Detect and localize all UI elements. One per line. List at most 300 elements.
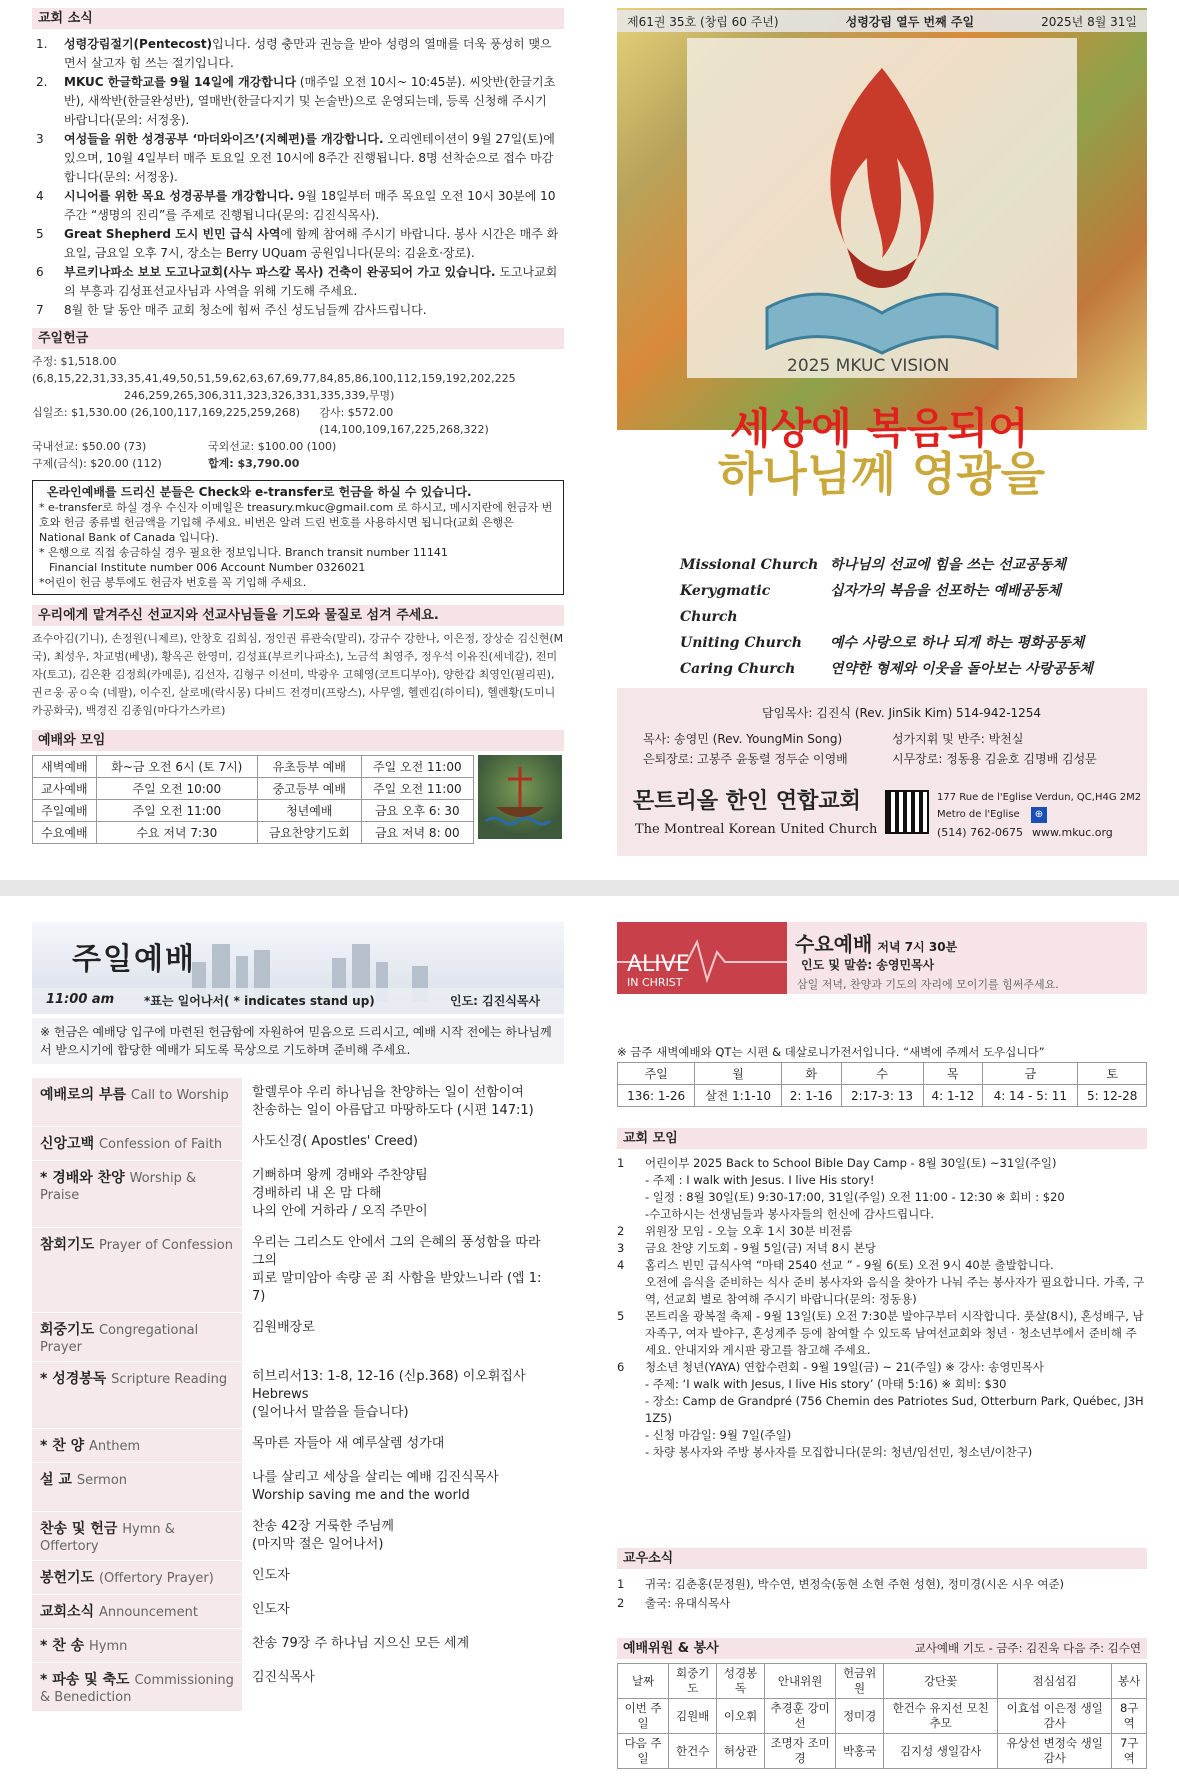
serve-head-cell: 성경봉독 — [717, 1664, 765, 1699]
qt-note: ※ 금주 새벽예배와 QT는 시편 & 데살로니가전서입니다. “새벽에 주께서 도우십니다” — [617, 1045, 1045, 1059]
news-text — [64, 225, 560, 263]
offering-total: 합계: $3,790.00 — [208, 457, 300, 470]
meeting-item — [617, 1155, 1147, 1172]
schedule-cell: 교사예배 — [33, 778, 97, 800]
meeting-text: - 일정 : 8월 30일(토) 9:30-17:00, 31일(주일) 오전 11:00 - 12:30 ※ 회비 : $20 — [645, 1190, 1065, 1204]
order-label-en: Prayer of Confession — [98, 1238, 233, 1253]
worship-title: 주일예배 — [72, 942, 196, 977]
member-item — [617, 1594, 1147, 1613]
news-bold: 여성들을 위한 성경공부 ‘마더와이즈’(지혜편)를 개강합니다. — [64, 132, 384, 146]
order-value — [242, 1127, 564, 1160]
serve-cell: 한건수 — [669, 1734, 717, 1769]
serve-cell: 김원배 — [669, 1699, 717, 1734]
church-name-ko: 몬트리올 한인 연합교회 — [633, 789, 861, 814]
qt-day: 목 — [923, 1063, 983, 1085]
news-item — [36, 225, 560, 263]
order-value-line: 찬송하는 일이 아름답고 마땅하도다 (시편 147:1) — [252, 1103, 534, 1118]
serve-note: 교사예배 기도 - 금주: 김진욱 다음 주: 김수연 — [914, 1641, 1141, 1655]
mission-ko: 예수 사랑으로 하나 되게 하는 평화공동체 — [830, 635, 1085, 651]
order-label-ko: 신앙고백 — [40, 1136, 95, 1152]
order-label — [32, 1512, 242, 1560]
qt-ref: 2:17-3: 13 — [841, 1085, 923, 1107]
news-bold: 부르키나파소 보보 도고나교회(사누 파스칼 목사) 건축이 완공되어 가고 있습니다. — [64, 265, 496, 279]
order-label — [32, 1595, 242, 1628]
order-value-line: 찬송 42장 거룩한 주님께 — [252, 1519, 394, 1534]
worship-order-item — [32, 1161, 564, 1228]
alive-sub: IN CHRIST — [627, 976, 683, 989]
qt-ref: 4: 14 - 5: 11 — [983, 1085, 1078, 1107]
meeting-item — [617, 1393, 1147, 1427]
qt-refs-row — [618, 1085, 1147, 1107]
order-value-line: 경배하리 내 온 맘 다해 — [252, 1186, 382, 1201]
qt-day: 주일 — [618, 1063, 695, 1085]
worship-order — [32, 1078, 564, 1712]
meeting-number — [617, 1444, 645, 1461]
order-label-ko: 예배로의 부름 — [40, 1087, 127, 1103]
order-label-ko: 교회소식 — [40, 1604, 95, 1620]
issue-date: 2025년 8월 31일 — [1041, 14, 1137, 29]
news-number: 1. — [36, 37, 48, 51]
meeting-number — [617, 1427, 645, 1444]
order-label-en: Anthem — [89, 1439, 141, 1454]
staff-pastor: 목사: 송영민 (Rev. YoungMin Song) — [643, 732, 843, 746]
qt-ref: 살전 1:1-10 — [695, 1085, 781, 1107]
qt-ref: 5: 12-28 — [1078, 1085, 1147, 1107]
order-value — [242, 1512, 564, 1560]
offering-line: 246,259,265,306,311,323,326,331,335,339,무명) — [124, 389, 395, 402]
schedule-cell: 새벽예배 — [33, 756, 97, 778]
worship-order-item — [32, 1429, 564, 1463]
meeting-number: 1 — [617, 1156, 625, 1170]
order-label-ko: * 찬 송 — [40, 1638, 85, 1654]
order-value-line: (일어나서 말씀을 들습니다) — [252, 1405, 409, 1420]
news-list — [36, 35, 560, 320]
order-value-line: 나의 안에 거하라 / 오직 주만이 — [252, 1204, 428, 1219]
serve-cell: 추경훈 강미선 — [765, 1699, 836, 1734]
member-number: 2 — [617, 1596, 625, 1610]
offering-block — [32, 353, 564, 472]
worship-order-item — [32, 1512, 564, 1561]
serve-cell: 다음 주일 — [618, 1734, 669, 1769]
serve-title: 예배위원 & 봉사 — [623, 1641, 719, 1656]
news-number: 6 — [36, 265, 44, 279]
news-item — [36, 301, 560, 320]
schedule-cell: 주일 오전 11:00 — [96, 800, 257, 822]
news-text — [64, 301, 560, 320]
serve-head-cell: 봉사 — [1112, 1664, 1147, 1699]
worship-order-item — [32, 1629, 564, 1663]
serve-cell: 허상관 — [717, 1734, 765, 1769]
schedule-cell: 유초등부 예배 — [257, 756, 361, 778]
order-label-en: Hymn & Offertory — [40, 1522, 175, 1554]
order-value — [242, 1362, 564, 1428]
order-label-ko: 설 교 — [40, 1472, 72, 1488]
news-bold: 성령강림절기(Pentecost) — [64, 37, 213, 51]
worship-order-item — [32, 1228, 564, 1313]
order-label — [32, 1228, 242, 1312]
issue-header — [617, 10, 1147, 32]
meeting-number — [617, 1189, 645, 1206]
order-label-en: Confession of Faith — [98, 1137, 223, 1152]
news-body: 9월 18일부터 매주 목요일 오전 10시 30분에 10주간 “생명의 진리”를 주제로 진행됩니다(문의: 김진식목사). — [64, 189, 556, 222]
order-value — [242, 1078, 564, 1126]
member-text: 귀국: 김춘홍(문정원), 박수연, 변정숙(동현 소현 주현 성현), 정미경(시온 시우 여준) — [645, 1577, 1065, 1591]
order-value-line: 나를 살리고 세상을 살리는 예배 김진식목사 — [252, 1470, 499, 1485]
wed-leader: 인도 및 말씀: 송영민목사 — [801, 958, 935, 972]
order-label-en: Congregational Prayer — [40, 1323, 199, 1355]
mission-row — [680, 630, 1093, 656]
bulletin-page-2 — [0, 896, 1179, 1786]
wed-sub: 삼일 저녁, 찬양과 기도의 자리에 모이기를 힘써주세요. — [797, 978, 1059, 991]
meeting-text: 어린이부 2025 Back to School Bible Day Camp - 8월 30일(토) ~31일(주일) — [645, 1156, 1057, 1170]
stand-note: *표는 일어나서( * indicates stand up) — [144, 994, 375, 1008]
meeting-number — [617, 1274, 645, 1308]
member-text: 출국: 유대식목사 — [645, 1596, 731, 1610]
mission-en: Kerygmatic Church — [680, 583, 771, 625]
mission-list: 죠수아김(기니), 손정원(니제르), 안창호 김희심, 정인권 류관숙(말리), 강규수 강한나, 이은정, 장상순 김신현(M국), 최성우, 차교범(베냉), 황옥곤 한영미, 김성표(부르키나파소), 노금석 최영주, 정우석 이유진(세네갈), 전미자(토고), 김은환 김정희(카메룬), 김선자, 김형구 이선미, 박광우 고혜영(코트디부아), 양한갑 최영인(필리핀), 권ㄹ웅 공ㅇ숙 (네팔), 이수진, 살로메(락시몽) 다비드 전경미(프랑스), 사무엘, 헬렌김(하이티), 헬렌황(도미니카공화국), 백경진 김종임(마다가스카르) — [32, 632, 564, 717]
worship-order-item — [32, 1595, 564, 1629]
slogan-line-2: 하나님께 영광을 — [718, 447, 1046, 501]
offering-line: 주정: $1,518.00 (6,8,15,22,31,33,35,41,49,50,51,59,62,63,67,69,77,84,85,86,100,112,159,192,202,225 — [32, 355, 516, 385]
serve-header — [617, 1638, 1147, 1659]
order-value-line: 피로 말미암아 속량 곧 죄 사함을 받았느니라 (엡 1: 7) — [252, 1271, 542, 1304]
order-value-line: 김원배장로 — [252, 1320, 315, 1335]
serve-head-row — [618, 1664, 1147, 1699]
order-value-line: Worship saving me and the world — [252, 1488, 470, 1503]
order-label — [32, 1629, 242, 1662]
qt-day: 금 — [983, 1063, 1078, 1085]
meeting-number — [617, 1393, 645, 1427]
meeting-text: 청소년 청년(YAYA) 연합수련회 - 9월 19일(금) ~ 21(주일) ※ 강사: 송영민목사 — [645, 1360, 1044, 1374]
order-label — [32, 1463, 242, 1511]
mission-row — [680, 578, 1093, 630]
news-text — [64, 130, 560, 187]
news-item — [36, 187, 560, 225]
worship-order-item — [32, 1561, 564, 1595]
news-body: 입니다. 성령 충만과 권능을 받아 성령의 열매를 더욱 풍성히 맺으면서 살고자 힘 쓰는 절기입니다. — [64, 37, 552, 70]
serve-row — [618, 1734, 1147, 1769]
order-label — [32, 1127, 242, 1160]
meeting-item — [617, 1427, 1147, 1444]
serve-cell: 한건수 유지선 모친추모 — [884, 1699, 998, 1734]
meeting-number — [617, 1206, 645, 1223]
mission-row — [680, 552, 1093, 578]
order-value-line: 인도자 — [252, 1568, 290, 1583]
serve-cell: 유상선 변정숙 생일감사 — [998, 1734, 1112, 1769]
left-column — [32, 8, 564, 844]
order-value — [242, 1161, 564, 1227]
order-label-en: Call to Worship — [130, 1088, 229, 1103]
news-text — [64, 263, 560, 301]
schedule-row — [33, 822, 474, 844]
order-label — [32, 1561, 242, 1594]
meeting-number: 5 — [617, 1309, 625, 1323]
church-name-en: The Montreal Korean United Church — [635, 822, 878, 837]
meeting-item — [617, 1376, 1147, 1393]
member-number: 1 — [617, 1577, 625, 1591]
order-value-line: 인도자 — [252, 1602, 290, 1617]
vision-label: 2025 MKUC VISION — [787, 356, 950, 376]
order-label-ko: 봉헌기도 — [40, 1570, 95, 1586]
order-label-en: Sermon — [76, 1473, 128, 1488]
meeting-item — [617, 1444, 1147, 1461]
metro: Metro de l'Eglise — [937, 809, 1020, 820]
worship-banner — [32, 922, 564, 1014]
wed-time: 저녁 7시 30분 — [877, 940, 958, 954]
order-label-en: Commissioning & Benediction — [40, 1673, 234, 1705]
church-website[interactable]: www.mkuc.org — [1032, 826, 1113, 839]
meeting-text: 홈리스 빈민 급식사역 “마태 2540 선교 ” - 9월 6(토) 오전 9시 40분 출발합니다. — [645, 1258, 1054, 1272]
meeting-number: 4 — [617, 1258, 625, 1272]
meeting-number — [617, 1376, 645, 1393]
news-bold: MKUC 한글학교를 9월 14일에 개강합니다 — [64, 75, 297, 89]
order-value-line: 할렐루야 우리 하나님을 찬양하는 일이 선함이여 — [252, 1085, 524, 1100]
meeting-text: - 차량 봉사자와 주방 봉사자를 모집합니다(문의: 청년/임선민, 청소년/이찬구) — [645, 1445, 1033, 1459]
serve-cell: 정미경 — [836, 1699, 884, 1734]
offering-notice: ※ 헌금은 예배당 입구에 마련된 헌금함에 자원하여 믿음으로 드리시고, 예배 시작 전에는 하나님께서 받으시기에 합당한 예배가 되도록 묵상으로 기도하며 준비해 주세요. — [32, 1018, 564, 1064]
order-value — [242, 1629, 564, 1662]
order-value-line: Hebrews — [252, 1387, 309, 1402]
meeting-number: 3 — [617, 1241, 625, 1255]
order-value-line: 히브리서13: 1-8, 12-16 (신p.368) 이오휘집사 — [252, 1369, 526, 1384]
qt-ref: 2: 1-16 — [781, 1085, 841, 1107]
order-value — [242, 1429, 564, 1462]
online-line: * e-transfer로 하실 경우 수신자 이메일은 treasury.mkuc@gmail.com 로 하시고, 메시지란에 헌금자 번호와 헌금 종류별 헌금액을 기입해 주세요. 비번은 알려 드린 번호를 사용하시면 됩니다(교회 은행은 National Bank of Canada 입니다). — [39, 501, 553, 544]
worship-order-item — [32, 1663, 564, 1712]
order-label — [32, 1078, 242, 1126]
wed-title: 수요예배 — [795, 932, 873, 956]
alive-label: ALIVE — [627, 952, 690, 977]
meeting-item — [617, 1257, 1147, 1274]
worship-order-item — [32, 1313, 564, 1362]
meetings-section — [617, 1128, 1147, 1461]
order-value — [242, 1663, 564, 1711]
schedule-cell: 주일예배 — [33, 800, 97, 822]
active-elders: 시무장로: 정동용 김윤호 김명배 김성문 — [892, 752, 1097, 766]
news-bold: 시니어를 위한 목요 성경공부를 개강합니다. — [64, 189, 294, 203]
order-label-ko: * 성경봉독 — [40, 1371, 107, 1387]
qr-code-icon — [887, 792, 927, 832]
qt-table — [617, 1062, 1147, 1107]
issue-week: 성령강림 열두 번째 주일 — [845, 14, 975, 29]
serve-cell: 이오휘 — [717, 1699, 765, 1734]
address: 177 Rue de l'Eglise Verdun, QC,H4G 2M2 — [937, 792, 1142, 803]
news-number: 2. — [36, 75, 48, 89]
schedule-cell: 수요 저녁 7:30 — [96, 822, 257, 844]
order-value-line: 기뻐하며 왕께 경배와 주찬양팀 — [252, 1168, 428, 1183]
order-value-line: 목마른 자들아 새 예루살렘 성가대 — [252, 1436, 445, 1451]
order-label — [32, 1663, 242, 1711]
qt-ref: 4: 1-12 — [923, 1085, 983, 1107]
news-text — [64, 187, 560, 225]
schedule-cell: 중고등부 예배 — [257, 778, 361, 800]
offering-line: 구제(금식): $20.00 (112) — [32, 457, 162, 470]
members-title: 교우소식 — [617, 1548, 1147, 1569]
meeting-text: 오전에 음식을 준비하는 식사 준비 봉사자와 음식을 찾아가 나눠 주는 봉사자가 필요합니다. 가족, 구역, 선교회 별로 참여해 주시기 바랍니다(문의: 정동용) — [645, 1275, 1145, 1306]
meeting-item — [617, 1206, 1147, 1223]
news-text — [64, 73, 560, 130]
order-label-ko: * 파송 및 축도 — [40, 1672, 130, 1688]
order-value — [242, 1228, 564, 1312]
schedule-cell: 청년예배 — [257, 800, 361, 822]
order-label — [32, 1362, 242, 1428]
meeting-item — [617, 1172, 1147, 1189]
meeting-text: -수고하시는 선생님들과 봉사자들의 헌신에 감사드립니다. — [645, 1207, 935, 1221]
order-label-ko: * 찬 양 — [40, 1438, 85, 1454]
mission-row — [680, 656, 1093, 682]
offering-title: 주일헌금 — [32, 328, 564, 349]
schedule-cell: 화~금 오전 6시 (토 7시) — [96, 756, 257, 778]
news-title: 교회 소식 — [32, 8, 564, 29]
mission-statements — [680, 552, 1093, 682]
bulletin-page-1 — [0, 0, 1179, 880]
offering-line: 국외선교: $100.00 (100) — [208, 440, 337, 453]
meeting-number: 2 — [617, 1224, 625, 1238]
order-value-line: 사도신경( Apostles' Creed) — [252, 1134, 418, 1149]
serve-head-cell: 회중기도 — [669, 1664, 717, 1699]
news-bold: Great Shepherd 도시 빈민 급식 사역 — [64, 227, 281, 241]
meeting-text: - 주제: ‘I walk with Jesus, I live His story’ (마태 5:16) ※ 회비: $30 — [645, 1377, 1007, 1391]
serve-head-cell: 헌금위원 — [836, 1664, 884, 1699]
serve-head-cell: 안내위원 — [765, 1664, 836, 1699]
church-phone: (514) 762-0675 — [937, 826, 1024, 839]
members-section — [617, 1548, 1147, 1613]
qt-ref: 136: 1-26 — [618, 1085, 695, 1107]
meeting-item — [617, 1240, 1147, 1257]
church-info-box — [617, 688, 1147, 856]
meeting-item — [617, 1223, 1147, 1240]
news-number: 3 — [36, 132, 44, 146]
news-item — [36, 73, 560, 130]
order-value-line: (마지막 절은 일어나서) — [252, 1537, 384, 1552]
order-label — [32, 1429, 242, 1462]
meetings-title: 교회 모임 — [617, 1128, 1147, 1149]
serve-table — [617, 1663, 1147, 1769]
serve-section — [617, 1638, 1147, 1769]
order-value — [242, 1463, 564, 1511]
meeting-item — [617, 1274, 1147, 1308]
alive-banner — [617, 922, 787, 994]
schedule-cell: 금요찬양기도회 — [257, 822, 361, 844]
order-label — [32, 1161, 242, 1227]
order-value-line: 찬송 79장 주 하나님 지으신 모든 세계 — [252, 1636, 470, 1651]
meeting-item — [617, 1189, 1147, 1206]
news-item — [36, 35, 560, 73]
metro-icon: ⊕ — [1031, 807, 1047, 823]
serve-cell: 이번 주일 — [618, 1699, 669, 1734]
news-text — [64, 35, 560, 73]
offering-line: 감사: $572.00 (14,100,109,167,225,268,322) — [319, 406, 489, 436]
serve-cell: 7구역 — [1112, 1734, 1147, 1769]
qt-day: 수 — [841, 1063, 923, 1085]
online-offering-box — [32, 480, 564, 595]
mission-ko: 십자가의 복음을 선포하는 예배공동체 — [830, 583, 1062, 599]
worship-order-item — [32, 1127, 564, 1161]
mission-en: Missional Church — [680, 557, 819, 573]
church-emblem-icon — [478, 755, 562, 839]
schedule-title: 예배와 모임 — [32, 730, 564, 751]
order-label-ko: 회중기도 — [40, 1322, 95, 1338]
online-line: * 은행으로 직접 송금하실 경우 필요한 정보입니다. Branch transit number 11141 — [39, 546, 448, 559]
schedule-cell: 금요 오후 6: 30 — [361, 800, 473, 822]
order-label — [32, 1313, 242, 1361]
meeting-text: - 주제 : I walk with Jesus. I live His story! — [645, 1173, 875, 1187]
news-body: 오리엔테이션이 9월 27일(토)에 있으며, 10월 4일부터 매주 토요일 오전 10시에 8주간 진행됩니다. 8명 선착순으로 접수 마감합니다(문의: 서정웅). — [64, 132, 555, 184]
schedule-cell: 금요 저녁 8: 00 — [361, 822, 473, 844]
schedule-table — [32, 755, 474, 844]
order-label-ko: 찬송 및 헌금 — [40, 1521, 118, 1537]
slogan-line-1: 세상에 복음되어 — [730, 404, 1029, 453]
cover-image — [617, 8, 1147, 430]
schedule-cell: 주일 오전 11:00 — [361, 756, 473, 778]
serve-head-cell: 점심섬김 — [998, 1664, 1112, 1699]
order-label-en: Hymn — [89, 1639, 128, 1654]
order-value-line: 김진식목사 — [252, 1670, 315, 1685]
order-value-line: 우리는 그리스도 안에서 그의 은혜의 풍성함을 따라 그의 — [252, 1235, 541, 1268]
news-body: 8월 한 달 동안 매주 교회 청소에 힘써 주신 성도님들께 감사드립니다. — [64, 303, 427, 317]
worship-leader: 인도: 김진식목사 — [450, 994, 541, 1008]
music-director: 성가지휘 및 반주: 박천실 — [892, 732, 1024, 746]
qt-days-row — [618, 1063, 1147, 1085]
schedule-cell: 주일 오전 10:00 — [96, 778, 257, 800]
order-value — [242, 1595, 564, 1628]
serve-head-cell: 날짜 — [618, 1664, 669, 1699]
offering-line: 십일조: $1,530.00 (26,100,117,169,225,259,268) — [32, 406, 301, 419]
meeting-text: 위원장 모임 - 오늘 오후 1시 30분 비전룸 — [645, 1224, 853, 1238]
serve-cell: 박홍국 — [836, 1734, 884, 1769]
mission-title: 우리에게 맡겨주신 선교지와 선교사님들을 기도와 물질로 섬겨 주세요. — [32, 605, 564, 626]
offering-line: 국내선교: $50.00 (73) — [32, 440, 147, 453]
mission-en: Caring Church — [680, 661, 796, 677]
schedule-cell: 수요예배 — [33, 822, 97, 844]
meeting-number: 6 — [617, 1360, 625, 1374]
news-item — [36, 263, 560, 301]
qt-day: 월 — [695, 1063, 781, 1085]
news-number: 4 — [36, 189, 44, 203]
schedule-row — [33, 778, 474, 800]
wednesday-box — [787, 922, 1147, 994]
retired-elders: 은퇴장로: 고봉주 윤동렬 정두순 이영배 — [643, 752, 848, 766]
meeting-text: 금요 찬양 기도회 - 9월 5일(금) 저녁 8시 본당 — [645, 1241, 876, 1255]
news-body: 에 함께 참여해 주시기 바랍니다. 봉사 시간은 매주 화요일, 금요일 오후 7시, 장소는 Berry UQuam 공원입니다(문의: 김윤호·장로). — [64, 227, 559, 260]
order-label-ko: * 경배와 찬양 — [40, 1170, 125, 1186]
meeting-number — [617, 1172, 645, 1189]
order-label-ko: 참회기도 — [40, 1237, 95, 1253]
serve-row — [618, 1699, 1147, 1734]
worship-order-item — [32, 1362, 564, 1429]
online-line: Financial Institute number 006 Account Number 0326021 — [49, 561, 366, 574]
meeting-text: - 신청 마감일: 9월 7일(주일) — [645, 1428, 792, 1442]
meetings-list — [617, 1155, 1147, 1461]
members-list — [617, 1575, 1147, 1613]
order-label-en: Scripture Reading — [111, 1372, 228, 1387]
order-value — [242, 1313, 564, 1361]
serve-cell: 8구역 — [1112, 1699, 1147, 1734]
schedule-cell: 주일 오전 11:00 — [361, 778, 473, 800]
mission-ko: 하나님의 선교에 힘을 쓰는 선교공동체 — [830, 557, 1066, 573]
order-label-en: Announcement — [98, 1605, 198, 1620]
news-number: 5 — [36, 227, 44, 241]
meeting-item — [617, 1308, 1147, 1359]
order-label-en: (Offertory Prayer) — [98, 1571, 214, 1586]
worship-time: 11:00 am — [46, 992, 115, 1007]
mission-en: Uniting Church — [680, 635, 802, 651]
issue-volume: 제61권 35호 (창립 60 주년) — [627, 14, 779, 29]
qt-day: 토 — [1078, 1063, 1147, 1085]
online-title: 온라인예배를 드리신 분들은 Check와 e-transfer로 헌금을 하실 수 있습니다. — [47, 485, 472, 499]
senior-pastor: 담임목사: 김진식 (Rev. JinSik Kim) 514-942-1254 — [762, 706, 1042, 720]
news-body: 도고나교회의 부흥과 김성표선교사님과 사역을 위해 기도해 주세요. — [64, 265, 558, 298]
